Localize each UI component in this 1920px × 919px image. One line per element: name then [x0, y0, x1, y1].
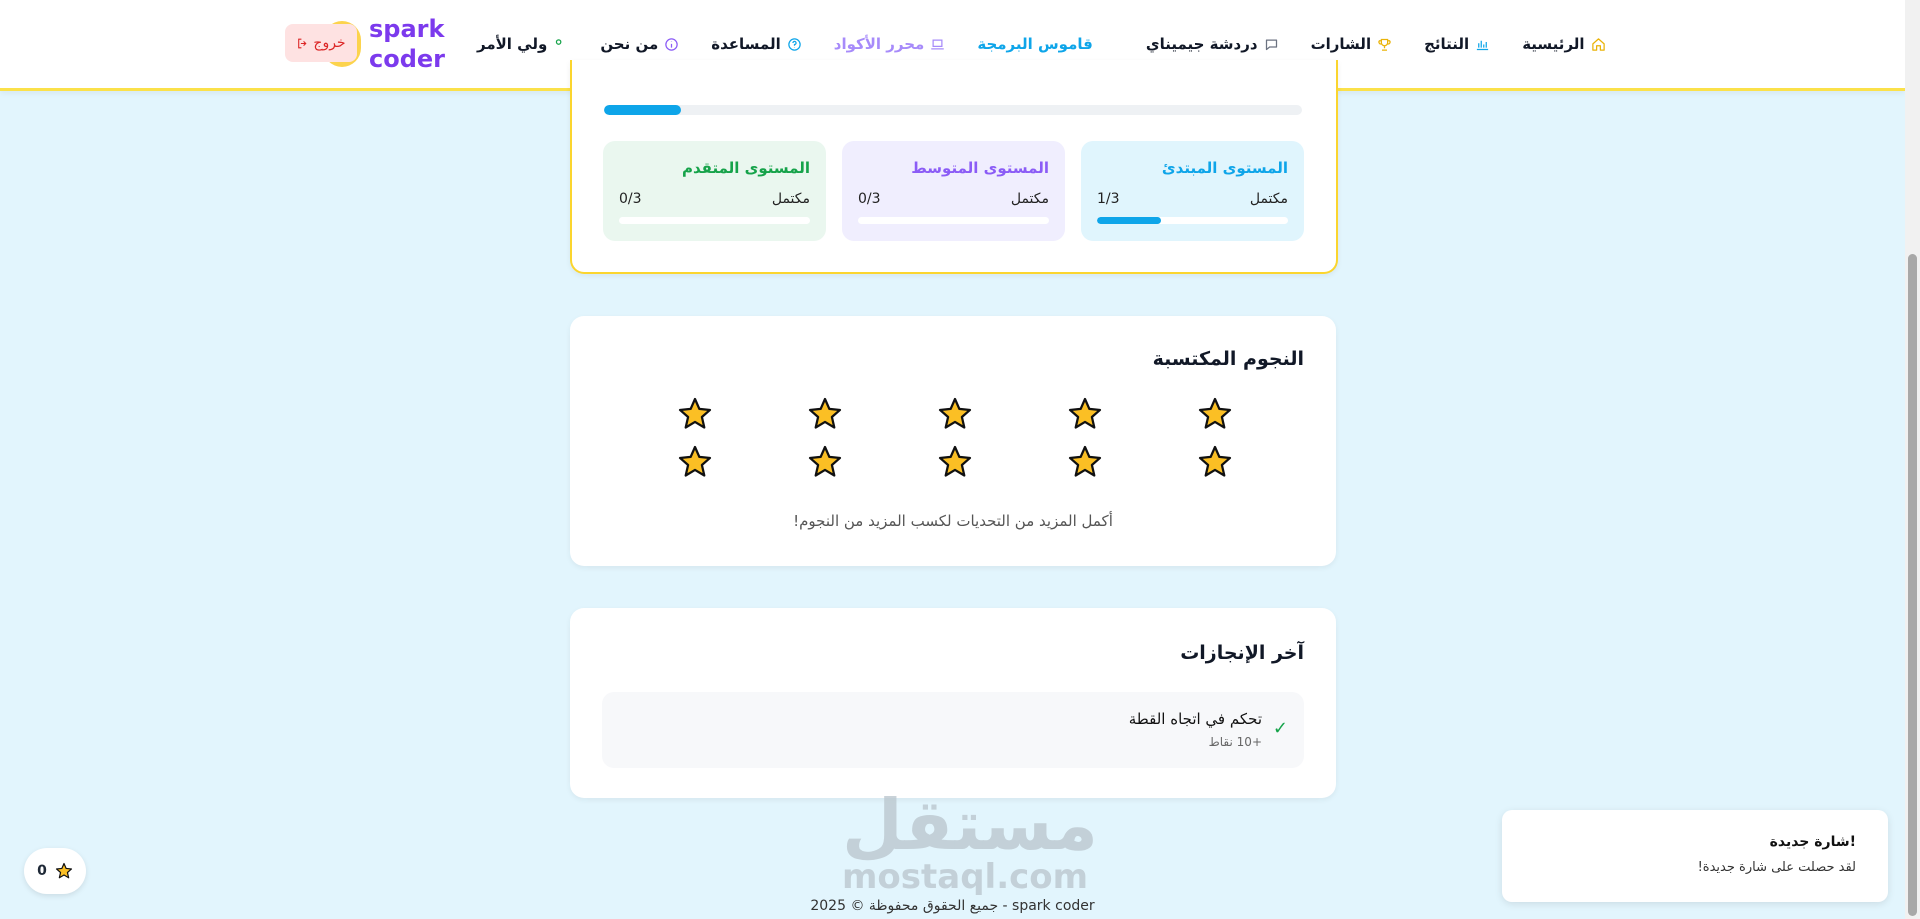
- toast-title: شارة جديدة!: [1769, 834, 1856, 850]
- earned-star-icon: [1150, 396, 1280, 432]
- home-icon: [1591, 37, 1606, 52]
- logout-icon: [296, 37, 309, 50]
- watermark: [842, 784, 1099, 897]
- scrollbar-thumb[interactable]: [1908, 254, 1917, 916]
- level-card[interactable]: [1081, 141, 1304, 241]
- badge-toast[interactable]: [1502, 810, 1888, 902]
- progress-card: [570, 60, 1338, 274]
- nav-item-laptop[interactable]: [834, 35, 946, 53]
- achievements-card: [570, 608, 1336, 798]
- achievement-title: تحكم في اتجاه القطة: [1128, 710, 1262, 728]
- earned-star-icon: [1020, 396, 1150, 432]
- stars-title: النجوم المكتسبة: [1152, 348, 1304, 370]
- nav-item-home[interactable]: [1522, 35, 1605, 53]
- nav-item-label: من نحن: [600, 35, 659, 53]
- nav-item-chat[interactable]: [1146, 35, 1279, 53]
- earned-star-icon: [890, 444, 1020, 480]
- nav-item-label: ولي الأمر: [477, 35, 548, 53]
- nav-item-trophy[interactable]: [1311, 35, 1393, 53]
- check-icon: ✓: [1272, 718, 1288, 739]
- level-status: مكتمل: [1249, 191, 1288, 207]
- level-title: المستوى المبتدئ: [1161, 159, 1288, 177]
- achievement-item: [602, 692, 1304, 768]
- nav-item-label: المساعدة: [711, 35, 781, 53]
- toast-body: لقد حصلت على شارة جديدة!: [1697, 860, 1856, 875]
- level-card[interactable]: [603, 141, 826, 241]
- earned-star-icon: [630, 396, 760, 432]
- stars-card: [570, 316, 1336, 566]
- nav-item-label: قاموس البرمجة: [977, 35, 1093, 53]
- nav-item-chart[interactable]: [1424, 35, 1490, 53]
- earned-star-icon: [630, 444, 760, 480]
- level-count: 0/3: [619, 191, 642, 207]
- level-progress-bar: [858, 217, 1049, 224]
- level-count: 1/3: [1097, 191, 1120, 207]
- earned-star-icon: [1150, 444, 1280, 480]
- achievements-title: آخر الإنجازات: [1180, 642, 1304, 664]
- brand-line-1: spark: [369, 15, 445, 43]
- page-scrollbar[interactable]: [1905, 0, 1920, 919]
- stars-hint: أكمل المزيد من التحديات لكسب المزيد من النجوم!: [793, 512, 1113, 530]
- level-count: 0/3: [858, 191, 881, 207]
- level-progress-bar: [1097, 217, 1288, 224]
- nav-item-info[interactable]: [600, 35, 679, 53]
- overall-progress-bar: [604, 105, 1302, 115]
- earned-star-icon: [1020, 444, 1150, 480]
- nav-item-label: الرئيسية: [1522, 35, 1585, 53]
- level-status: مكتمل: [771, 191, 810, 207]
- watermark-latin: mostaql.com: [842, 857, 1089, 897]
- level-progress-bar: [619, 217, 810, 224]
- level-progress-fill: [1097, 217, 1161, 224]
- info-icon: [664, 37, 679, 52]
- brand-line-2: coder: [369, 45, 446, 73]
- earned-star-icon: [890, 396, 1020, 432]
- nav-item-label: دردشة جيميناي: [1145, 35, 1258, 53]
- level-title: المستوى المتقدم: [682, 159, 810, 177]
- earned-star-icon: [760, 444, 890, 480]
- overall-progress-fill: [604, 105, 681, 115]
- help-icon: [787, 37, 802, 52]
- star-counter[interactable]: [24, 848, 86, 894]
- logout-button[interactable]: [285, 24, 357, 62]
- nav-item-label: محرر الأكواد: [833, 35, 925, 53]
- level-status: مكتمل: [1010, 191, 1049, 207]
- nav-item-book[interactable]: [977, 35, 1114, 53]
- achievement-points: +10 نقاط: [1208, 735, 1262, 749]
- footer-copyright: جميع الحقوق محفوظة © 2025 - spark coder: [810, 898, 1095, 914]
- users-icon: [553, 37, 568, 52]
- nav-item-help[interactable]: [711, 35, 802, 53]
- trophy-icon: [1377, 37, 1392, 52]
- chart-icon: [1475, 37, 1490, 52]
- star-icon: [55, 862, 73, 880]
- level-card[interactable]: [842, 141, 1065, 241]
- book-icon: [1099, 37, 1114, 52]
- laptop-icon: [930, 37, 945, 52]
- watermark-arabic: مستقل: [842, 784, 1099, 866]
- level-title: المستوى المتوسط: [911, 159, 1049, 177]
- earned-star-icon: [760, 396, 890, 432]
- nav-item-users[interactable]: [477, 35, 568, 53]
- chat-icon: [1264, 37, 1279, 52]
- nav-item-label: النتائج: [1424, 35, 1470, 53]
- nav-item-label: الشارات: [1310, 35, 1372, 53]
- star-counter-value: 0: [37, 863, 47, 879]
- logout-label: خروج: [313, 35, 346, 51]
- stars-grid: [630, 396, 1280, 480]
